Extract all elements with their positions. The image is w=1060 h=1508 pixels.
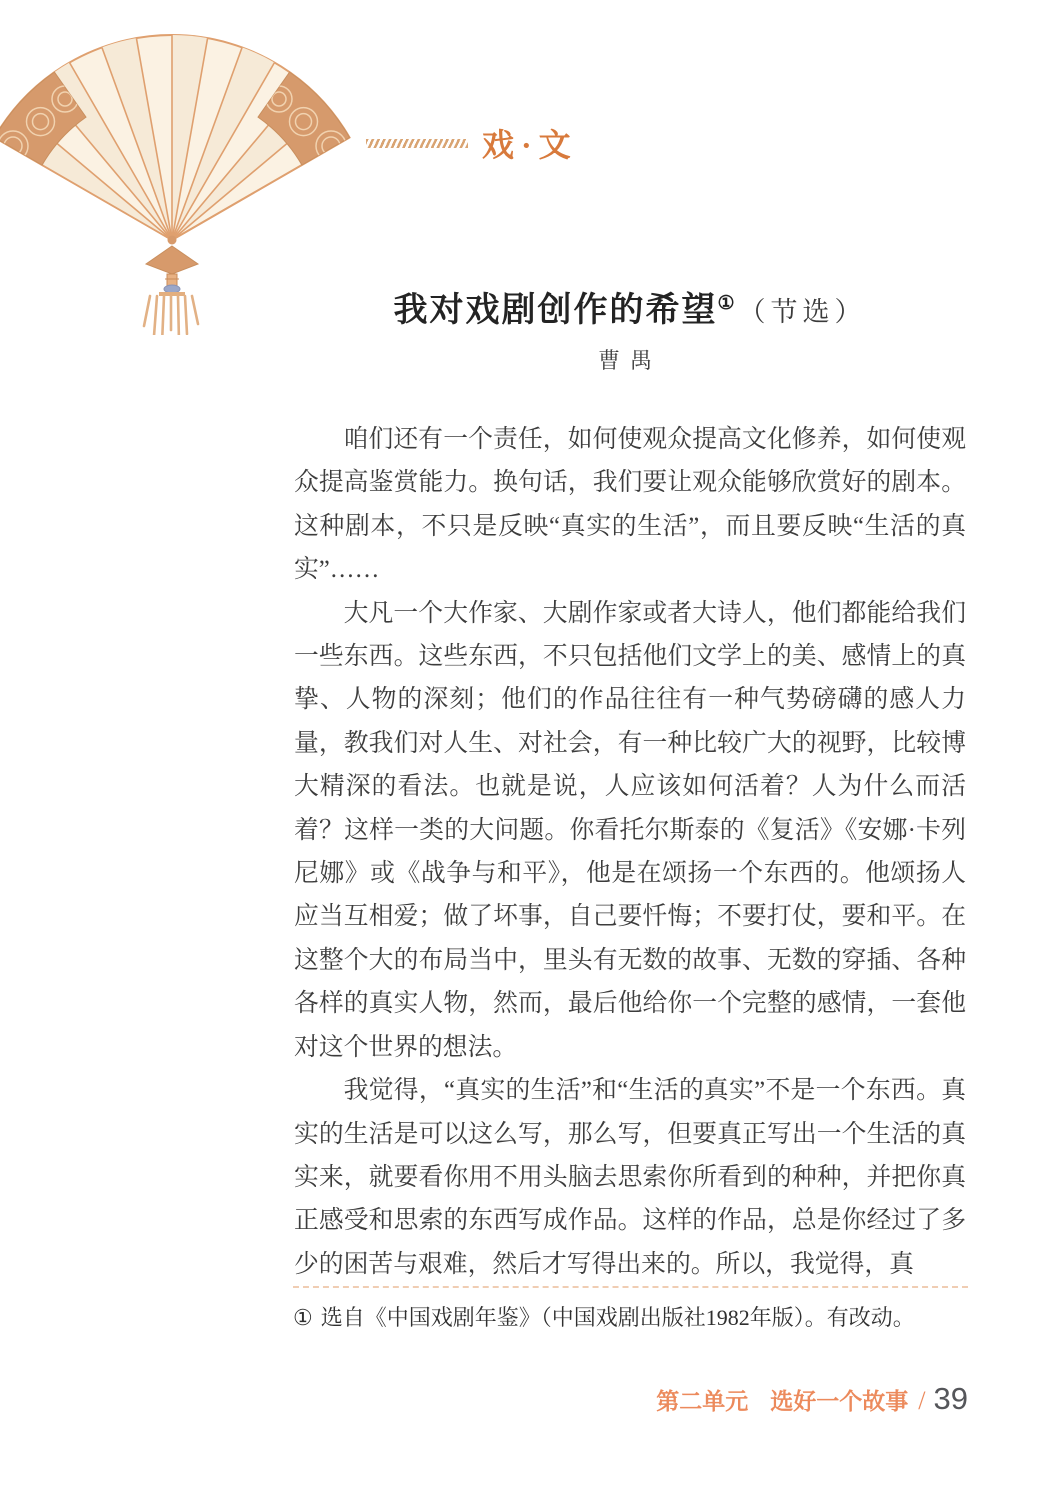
article-paragraph: 我觉得，“真实的生活”和“生活的真实”不是一个东西。真实的生活是可以这么写，那么写，但要真正写出一个生活的真实来，就要看你用不用头脑去思索你所看到的种种，并把你真正感受和思索的东西写成作品。这样的作品，总是你经过了多少的困苦与艰难，然后才写得出来的。所以，我觉得，真	[294, 1077, 966, 1278]
hatch-ornament-line	[366, 139, 468, 148]
chapter-label: 戏·文	[482, 127, 578, 163]
article-paragraph: 咱们还有一个责任，如何使观众提高文化修养，如何使观众提高鉴赏能力。换句话，我们要让观众能够欣赏好的剧本。这种剧本，不只是反映“真实的生活”，而且要反映“生活的真实”……	[294, 426, 966, 584]
page-number: 39	[933, 1381, 968, 1416]
article-author: 曹禺	[597, 348, 662, 373]
footer-unit-title: 选好一个故事	[770, 1389, 909, 1414]
article-title-row	[294, 282, 966, 331]
article-paragraph: 大凡一个大作家、大剧作家或者大诗人，他们都能给我们一些东西。这些东西，不只包括他们文学上的美、感情上的真挚、人物的深刻；他们的作品往往有一种气势磅礴的感人力量，教我们对人生、对社会，有一种比较广大的视野，比较博大精深的看法。也就是说，人应该如何活着？人为什么而活着？这样一类的大问题。你看托尔斯泰的《复活》《安娜·卡列尼娜》或《战争与和平》，他是在颂扬一个东西的。他颂扬人应当互相爱；做了坏事，自己要忏悔；不要打仗，要和平。在这整个大的布局当中，里头有无数的故事、无数的穿插、各种各样的真实人物，然而，最后他给你一个完整的感情，一套他对这个世界的想法。	[294, 599, 966, 1061]
footer-separator: /	[918, 1386, 926, 1415]
article-body	[294, 418, 966, 1286]
title-subtitle: （节选）	[738, 297, 867, 327]
footer-unit-label: 第二单元	[656, 1389, 749, 1414]
article-title: 我对戏剧创作的希望	[393, 292, 718, 329]
footnote-text: 选自《中国戏剧年鉴》（中国戏剧出版社1982年版）。有改动。	[320, 1305, 915, 1330]
footnote-marker: ①	[293, 1305, 313, 1330]
fan-tassel	[144, 236, 198, 336]
footnote	[293, 1286, 968, 1332]
page-footer	[656, 1381, 968, 1417]
title-footnote-marker: ①	[717, 293, 735, 314]
chapter-header	[366, 120, 578, 166]
